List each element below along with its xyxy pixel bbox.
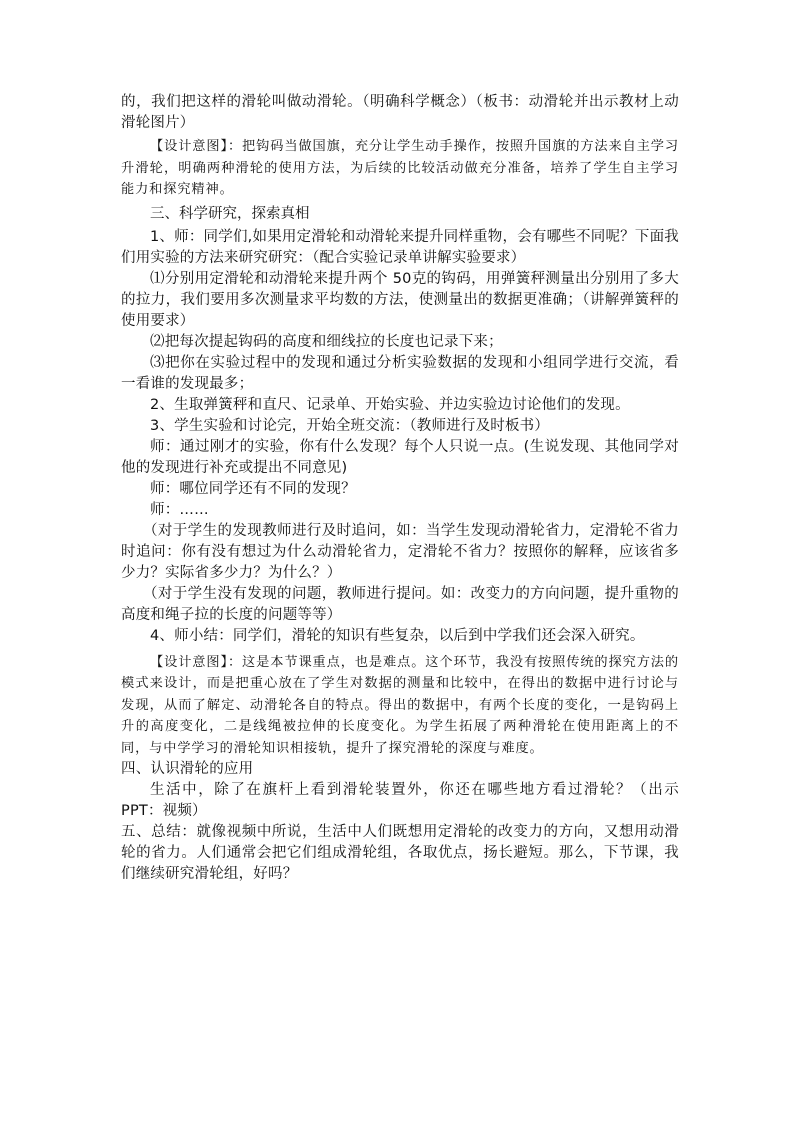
teacher-note-2: （对于学生没有发现的问题，教师进行提问。如：改变力的方向问题，提升重物的高度和绳子拉的长度的问题等等） [121,585,679,623]
step-paragraph-4: 4、师小结：同学们，滑轮的知识有些复杂，以后到中学我们还会深入研究。 [150,627,645,644]
teacher-line-1: 师：通过刚才的实验，你有什么发现？每个人只说一点。(生说发现、其他同学对他的发现进行补充或提出不同意见) [121,438,679,476]
teacher-note-1: （对于学生的发现教师进行及时追问，如：当学生发现动滑轮省力，定滑轮不省力时追问：你有没有想过为什么动滑轮省力，定滑轮不省力？按照你的解释，应该省多少力？实际省多少力？为什么？） [121,522,679,581]
teacher-line-2: 师：哪位同学还有不同的发现？ [150,480,356,497]
design-intent-1: 【设计意图】：把钩码当做国旗，充分让学生动手操作，按照升国旗的方法来自主学习升滑轮，明确两种滑轮的使用方法，为后续的比较活动做充分准备，培养了学生自主学习能力和探究精神。 [121,139,679,197]
intro-paragraph: 的，我们把这样的滑轮叫做动滑轮。（明确科学概念）（板书：动滑轮并出示教材上动滑轮图片） [121,94,679,131]
document-page [121,92,679,885]
section-heading-4: 四、认识滑轮的应用 [121,761,254,777]
step-paragraph-2: 2、生取弹簧秤和直尺、记录单、开始实验、并边实验边讨论他们的发现。 [150,396,630,413]
application-paragraph: 生活中，除了在旗杆上看到滑轮装置外，你还在哪些地方看过滑轮？（出示 PPT：视频） [121,782,679,819]
experiment-requirement-1: ⑴分别用定滑轮和动滑轮来提升两个 50克的钩码，用弹簧秤测量出分别用了多大的拉力，我们要用多次测量求平均数的方法，使测量出的数据更准确；（讲解弹簧秤的使用要求） [121,270,679,329]
summary-paragraph: 五、总结：就像视频中所说，生活中人们既想用定滑轮的改变力的方向，又想用动滑轮的省力。人们通常会把它们组成滑轮组，各取优点，扬长避短。那么，下节课，我们继续研究滑轮组，好吗？ [121,824,679,882]
experiment-requirement-2: ⑵把每次提起钩码的高度和细线拉的长度也记录下来； [150,333,503,350]
section-heading-3: 三、科学研究，探索真相 [150,205,310,222]
teacher-line-3: 师：…… [150,501,209,518]
step-paragraph-1: 1、师：同学们,如果用定滑轮和动滑轮来提升同样重物，会有哪些不同呢？下面我们用实验的方法来研究研究：（配合实验记录单讲解实验要求） [121,228,679,266]
step-paragraph-3: 3、学生实验和讨论完，开始全班交流：（教师进行及时板书） [150,417,550,434]
design-intent-2: 【设计意图】：这是本节课重点，也是难点。这个环节，我没有按照传统的探究方法的模式来设计，而是把重心放在了学生对数据的测量和比较中，在得出的数据中进行讨论与发现，从而了解定、动滑轮各自的特点。得出的数据中，有两个长度的变化，一是钩码上升的高度变化，二是线绳被拉伸的长度变化。为学生拓展了两种滑轮在使用距离上的不同，与中学学习的滑轮知识相接轨，提升了探究滑轮的深度与难度。 [121,654,679,756]
experiment-requirement-3: ⑶把你在实验过程中的发现和通过分析实验数据的发现和小组同学进行交流，看一看谁的发现最多； [121,354,679,392]
